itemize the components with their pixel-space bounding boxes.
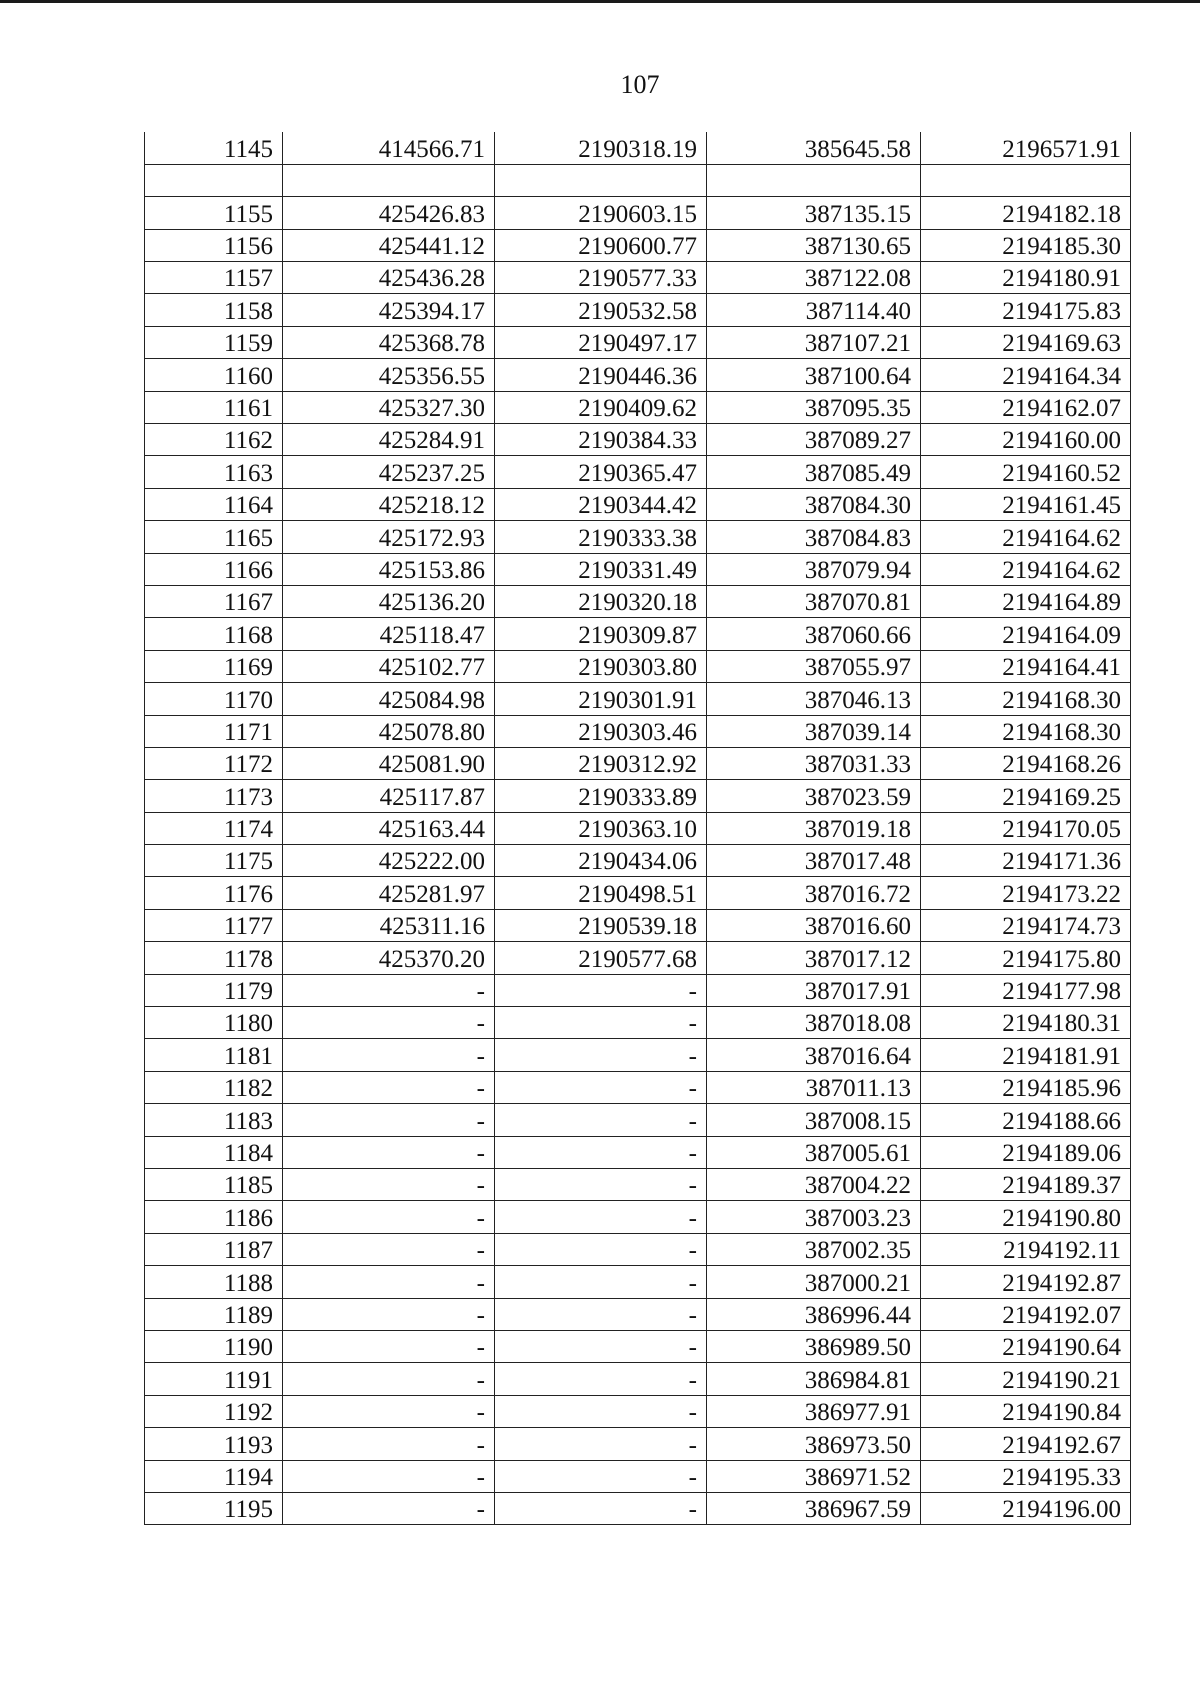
point-id-cell: 1167 [145, 585, 283, 617]
value-3-cell: 386989.50 [707, 1330, 921, 1362]
value-4-cell: 2194195.33 [921, 1460, 1131, 1492]
point-id-cell: 1193 [145, 1428, 283, 1460]
table-row [145, 1266, 1131, 1298]
value-2-cell: - [495, 1007, 707, 1039]
table-row [145, 747, 1131, 779]
point-id-cell: 1158 [145, 294, 283, 326]
value-3-cell: 387002.35 [707, 1233, 921, 1265]
point-id-cell [145, 164, 283, 196]
value-2-cell: 2190365.47 [495, 456, 707, 488]
point-id-cell: 1192 [145, 1395, 283, 1427]
point-id-cell: 1159 [145, 326, 283, 358]
value-2-cell: - [495, 1201, 707, 1233]
table-row [145, 391, 1131, 423]
value-4-cell: 2194168.30 [921, 683, 1131, 715]
table-row [145, 715, 1131, 747]
coordinate-table [144, 132, 1131, 1525]
table-row [145, 1363, 1131, 1395]
point-id-cell: 1145 [145, 132, 283, 164]
value-1-cell: - [283, 1395, 495, 1427]
value-4-cell: 2194181.91 [921, 1039, 1131, 1071]
value-1-cell: 425356.55 [283, 359, 495, 391]
value-3-cell: 387000.21 [707, 1266, 921, 1298]
value-2-cell: - [495, 1492, 707, 1524]
value-4-cell: 2194177.98 [921, 974, 1131, 1006]
point-id-cell: 1184 [145, 1136, 283, 1168]
value-2-cell: - [495, 1330, 707, 1362]
value-4-cell: 2194192.11 [921, 1233, 1131, 1265]
value-1-cell: - [283, 1233, 495, 1265]
value-4-cell: 2194164.41 [921, 650, 1131, 682]
value-4-cell: 2194164.34 [921, 359, 1131, 391]
point-id-cell: 1191 [145, 1363, 283, 1395]
value-4-cell: 2194190.84 [921, 1395, 1131, 1427]
value-3-cell: 387011.13 [707, 1071, 921, 1103]
table-row [145, 424, 1131, 456]
value-2-cell: 2190312.92 [495, 747, 707, 779]
value-2-cell: 2190446.36 [495, 359, 707, 391]
value-3-cell: 387016.60 [707, 909, 921, 941]
value-4-cell: 2194160.00 [921, 424, 1131, 456]
value-2-cell: - [495, 1169, 707, 1201]
value-4-cell: 2194190.80 [921, 1201, 1131, 1233]
value-1-cell: - [283, 1201, 495, 1233]
value-3-cell: 387031.33 [707, 747, 921, 779]
value-1-cell: - [283, 1169, 495, 1201]
value-2-cell: - [495, 1136, 707, 1168]
table-row [145, 521, 1131, 553]
value-2-cell: 2190600.77 [495, 229, 707, 261]
point-id-cell: 1156 [145, 229, 283, 261]
table-row [145, 1428, 1131, 1460]
value-3-cell: 386967.59 [707, 1492, 921, 1524]
coordinate-table-body [145, 132, 1131, 1525]
value-1-cell: - [283, 1460, 495, 1492]
value-3-cell: 387019.18 [707, 812, 921, 844]
point-id-cell: 1176 [145, 877, 283, 909]
value-2-cell: - [495, 974, 707, 1006]
value-3-cell: 387016.64 [707, 1039, 921, 1071]
value-3-cell: 387107.21 [707, 326, 921, 358]
point-id-cell: 1168 [145, 618, 283, 650]
value-1-cell: - [283, 1428, 495, 1460]
point-id-cell: 1182 [145, 1071, 283, 1103]
value-1-cell: 425327.30 [283, 391, 495, 423]
value-3-cell: 386984.81 [707, 1363, 921, 1395]
value-1-cell: 425368.78 [283, 326, 495, 358]
value-2-cell: 2190320.18 [495, 585, 707, 617]
value-1-cell: 425163.44 [283, 812, 495, 844]
value-1-cell: 425102.77 [283, 650, 495, 682]
value-1-cell: 425441.12 [283, 229, 495, 261]
value-3-cell: 387100.64 [707, 359, 921, 391]
value-4-cell: 2194192.87 [921, 1266, 1131, 1298]
value-4-cell: 2194185.30 [921, 229, 1131, 261]
point-id-cell: 1162 [145, 424, 283, 456]
value-4-cell: 2194190.64 [921, 1330, 1131, 1362]
value-3-cell: 387003.23 [707, 1201, 921, 1233]
point-id-cell: 1185 [145, 1169, 283, 1201]
point-id-cell: 1189 [145, 1298, 283, 1330]
table-row [145, 456, 1131, 488]
value-1-cell: - [283, 1071, 495, 1103]
value-1-cell: - [283, 1298, 495, 1330]
point-id-cell: 1172 [145, 747, 283, 779]
table-row [145, 1233, 1131, 1265]
value-2-cell: - [495, 1395, 707, 1427]
value-1-cell: 425172.93 [283, 521, 495, 553]
value-4-cell: 2194182.18 [921, 197, 1131, 229]
value-2-cell: 2190331.49 [495, 553, 707, 585]
value-4-cell: 2194173.22 [921, 877, 1131, 909]
point-id-cell: 1183 [145, 1104, 283, 1136]
table-row [145, 683, 1131, 715]
value-4-cell: 2194171.36 [921, 845, 1131, 877]
table-row [145, 1201, 1131, 1233]
value-4-cell: 2194164.62 [921, 553, 1131, 585]
value-1-cell: 425436.28 [283, 262, 495, 294]
value-1-cell: 425117.87 [283, 780, 495, 812]
value-4-cell: 2194164.09 [921, 618, 1131, 650]
value-3-cell: 387005.61 [707, 1136, 921, 1168]
table-row [145, 164, 1131, 196]
value-3-cell: 385645.58 [707, 132, 921, 164]
value-3-cell: 387017.91 [707, 974, 921, 1006]
value-4-cell: 2194188.66 [921, 1104, 1131, 1136]
value-4-cell: 2194169.25 [921, 780, 1131, 812]
point-id-cell: 1194 [145, 1460, 283, 1492]
point-id-cell: 1187 [145, 1233, 283, 1265]
point-id-cell: 1161 [145, 391, 283, 423]
table-row [145, 229, 1131, 261]
value-4-cell: 2194164.89 [921, 585, 1131, 617]
point-id-cell: 1180 [145, 1007, 283, 1039]
value-3-cell: 387055.97 [707, 650, 921, 682]
value-1-cell: 425370.20 [283, 942, 495, 974]
table-row [145, 974, 1131, 1006]
value-3-cell: 387023.59 [707, 780, 921, 812]
point-id-cell: 1157 [145, 262, 283, 294]
table-row [145, 1071, 1131, 1103]
point-id-cell: 1175 [145, 845, 283, 877]
value-3-cell: 387018.08 [707, 1007, 921, 1039]
value-4-cell [921, 164, 1131, 196]
table-row [145, 1492, 1131, 1524]
value-4-cell: 2194174.73 [921, 909, 1131, 941]
value-4-cell: 2194192.07 [921, 1298, 1131, 1330]
value-1-cell: 425153.86 [283, 553, 495, 585]
point-id-cell: 1166 [145, 553, 283, 585]
table-row [145, 1136, 1131, 1168]
table-row [145, 650, 1131, 682]
value-1-cell: 425281.97 [283, 877, 495, 909]
value-3-cell: 387095.35 [707, 391, 921, 423]
value-2-cell: - [495, 1363, 707, 1395]
value-2-cell: 2190363.10 [495, 812, 707, 844]
point-id-cell: 1164 [145, 488, 283, 520]
value-3-cell: 387089.27 [707, 424, 921, 456]
table-row [145, 488, 1131, 520]
table-row [145, 618, 1131, 650]
value-3-cell: 387114.40 [707, 294, 921, 326]
point-id-cell: 1171 [145, 715, 283, 747]
point-id-cell: 1178 [145, 942, 283, 974]
value-3-cell [707, 164, 921, 196]
value-4-cell: 2194189.37 [921, 1169, 1131, 1201]
value-4-cell: 2194161.45 [921, 488, 1131, 520]
value-1-cell: 425284.91 [283, 424, 495, 456]
table-row [145, 812, 1131, 844]
value-3-cell: 387004.22 [707, 1169, 921, 1201]
value-2-cell: 2190434.06 [495, 845, 707, 877]
value-1-cell: 425218.12 [283, 488, 495, 520]
point-id-cell: 1173 [145, 780, 283, 812]
point-id-cell: 1186 [145, 1201, 283, 1233]
value-4-cell: 2194175.80 [921, 942, 1131, 974]
value-1-cell: 425394.17 [283, 294, 495, 326]
table-row [145, 1330, 1131, 1362]
table-row [145, 359, 1131, 391]
value-2-cell: - [495, 1233, 707, 1265]
value-4-cell: 2194185.96 [921, 1071, 1131, 1103]
table-row [145, 326, 1131, 358]
value-1-cell: - [283, 1492, 495, 1524]
value-1-cell: - [283, 1039, 495, 1071]
value-3-cell: 387122.08 [707, 262, 921, 294]
value-3-cell: 386996.44 [707, 1298, 921, 1330]
point-id-cell: 1181 [145, 1039, 283, 1071]
value-3-cell: 387135.15 [707, 197, 921, 229]
table-row [145, 1169, 1131, 1201]
value-2-cell: 2190384.33 [495, 424, 707, 456]
value-2-cell: 2190497.17 [495, 326, 707, 358]
value-3-cell: 387084.30 [707, 488, 921, 520]
value-2-cell: - [495, 1460, 707, 1492]
value-4-cell: 2194180.91 [921, 262, 1131, 294]
table-row [145, 197, 1131, 229]
value-2-cell: 2190303.80 [495, 650, 707, 682]
value-2-cell: - [495, 1428, 707, 1460]
value-3-cell: 387016.72 [707, 877, 921, 909]
value-2-cell: 2190498.51 [495, 877, 707, 909]
value-2-cell [495, 164, 707, 196]
value-3-cell: 387084.83 [707, 521, 921, 553]
table-row [145, 294, 1131, 326]
value-4-cell: 2194180.31 [921, 1007, 1131, 1039]
value-1-cell [283, 164, 495, 196]
value-2-cell: 2190577.33 [495, 262, 707, 294]
point-id-cell: 1188 [145, 1266, 283, 1298]
value-1-cell: 425081.90 [283, 747, 495, 779]
value-2-cell: - [495, 1298, 707, 1330]
table-row [145, 1007, 1131, 1039]
value-1-cell: - [283, 1136, 495, 1168]
value-4-cell: 2194196.00 [921, 1492, 1131, 1524]
value-2-cell: 2190344.42 [495, 488, 707, 520]
point-id-cell: 1174 [145, 812, 283, 844]
value-1-cell: 425118.47 [283, 618, 495, 650]
point-id-cell: 1160 [145, 359, 283, 391]
value-1-cell: 425222.00 [283, 845, 495, 877]
table-row [145, 942, 1131, 974]
value-1-cell: - [283, 1007, 495, 1039]
value-4-cell: 2194190.21 [921, 1363, 1131, 1395]
value-2-cell: - [495, 1039, 707, 1071]
table-row [145, 1395, 1131, 1427]
point-id-cell: 1163 [145, 456, 283, 488]
value-2-cell: 2190333.89 [495, 780, 707, 812]
value-4-cell: 2196571.91 [921, 132, 1131, 164]
value-1-cell: 425311.16 [283, 909, 495, 941]
value-3-cell: 387017.12 [707, 942, 921, 974]
value-2-cell: - [495, 1266, 707, 1298]
value-2-cell: 2190333.38 [495, 521, 707, 553]
table-row [145, 845, 1131, 877]
value-3-cell: 387085.49 [707, 456, 921, 488]
value-3-cell: 387070.81 [707, 585, 921, 617]
value-4-cell: 2194162.07 [921, 391, 1131, 423]
value-1-cell: 425084.98 [283, 683, 495, 715]
table-row [145, 553, 1131, 585]
value-3-cell: 387130.65 [707, 229, 921, 261]
value-1-cell: 425426.83 [283, 197, 495, 229]
value-2-cell: 2190318.19 [495, 132, 707, 164]
point-id-cell: 1179 [145, 974, 283, 1006]
value-2-cell: 2190303.46 [495, 715, 707, 747]
table-row [145, 1104, 1131, 1136]
point-id-cell: 1165 [145, 521, 283, 553]
value-4-cell: 2194189.06 [921, 1136, 1131, 1168]
point-id-cell: 1177 [145, 909, 283, 941]
table-row [145, 585, 1131, 617]
point-id-cell: 1155 [145, 197, 283, 229]
point-id-cell: 1190 [145, 1330, 283, 1362]
value-4-cell: 2194175.83 [921, 294, 1131, 326]
table-row [145, 1039, 1131, 1071]
value-3-cell: 386973.50 [707, 1428, 921, 1460]
value-1-cell: - [283, 974, 495, 1006]
table-row [145, 780, 1131, 812]
value-4-cell: 2194160.52 [921, 456, 1131, 488]
value-1-cell: 414566.71 [283, 132, 495, 164]
value-2-cell: 2190409.62 [495, 391, 707, 423]
value-2-cell: - [495, 1104, 707, 1136]
value-2-cell: 2190539.18 [495, 909, 707, 941]
value-1-cell: - [283, 1104, 495, 1136]
value-2-cell: 2190603.15 [495, 197, 707, 229]
table-row [145, 909, 1131, 941]
table-row [145, 132, 1131, 164]
value-2-cell: 2190309.87 [495, 618, 707, 650]
value-2-cell: 2190301.91 [495, 683, 707, 715]
value-4-cell: 2194164.62 [921, 521, 1131, 553]
value-3-cell: 386977.91 [707, 1395, 921, 1427]
value-3-cell: 387039.14 [707, 715, 921, 747]
value-1-cell: 425078.80 [283, 715, 495, 747]
value-4-cell: 2194168.26 [921, 747, 1131, 779]
table-row [145, 877, 1131, 909]
value-4-cell: 2194169.63 [921, 326, 1131, 358]
top-border-line [0, 0, 1200, 3]
value-3-cell: 387008.15 [707, 1104, 921, 1136]
page-number: 107 [620, 70, 660, 99]
table-row [145, 1460, 1131, 1492]
value-1-cell: 425237.25 [283, 456, 495, 488]
value-3-cell: 387060.66 [707, 618, 921, 650]
value-3-cell: 387046.13 [707, 683, 921, 715]
value-1-cell: - [283, 1330, 495, 1362]
value-2-cell: 2190577.68 [495, 942, 707, 974]
value-4-cell: 2194192.67 [921, 1428, 1131, 1460]
value-2-cell: - [495, 1071, 707, 1103]
value-3-cell: 387079.94 [707, 553, 921, 585]
value-1-cell: 425136.20 [283, 585, 495, 617]
point-id-cell: 1195 [145, 1492, 283, 1524]
value-4-cell: 2194168.30 [921, 715, 1131, 747]
value-4-cell: 2194170.05 [921, 812, 1131, 844]
value-1-cell: - [283, 1266, 495, 1298]
value-3-cell: 387017.48 [707, 845, 921, 877]
value-1-cell: - [283, 1363, 495, 1395]
table-row [145, 262, 1131, 294]
point-id-cell: 1170 [145, 683, 283, 715]
point-id-cell: 1169 [145, 650, 283, 682]
table-row [145, 1298, 1131, 1330]
value-3-cell: 386971.52 [707, 1460, 921, 1492]
value-2-cell: 2190532.58 [495, 294, 707, 326]
